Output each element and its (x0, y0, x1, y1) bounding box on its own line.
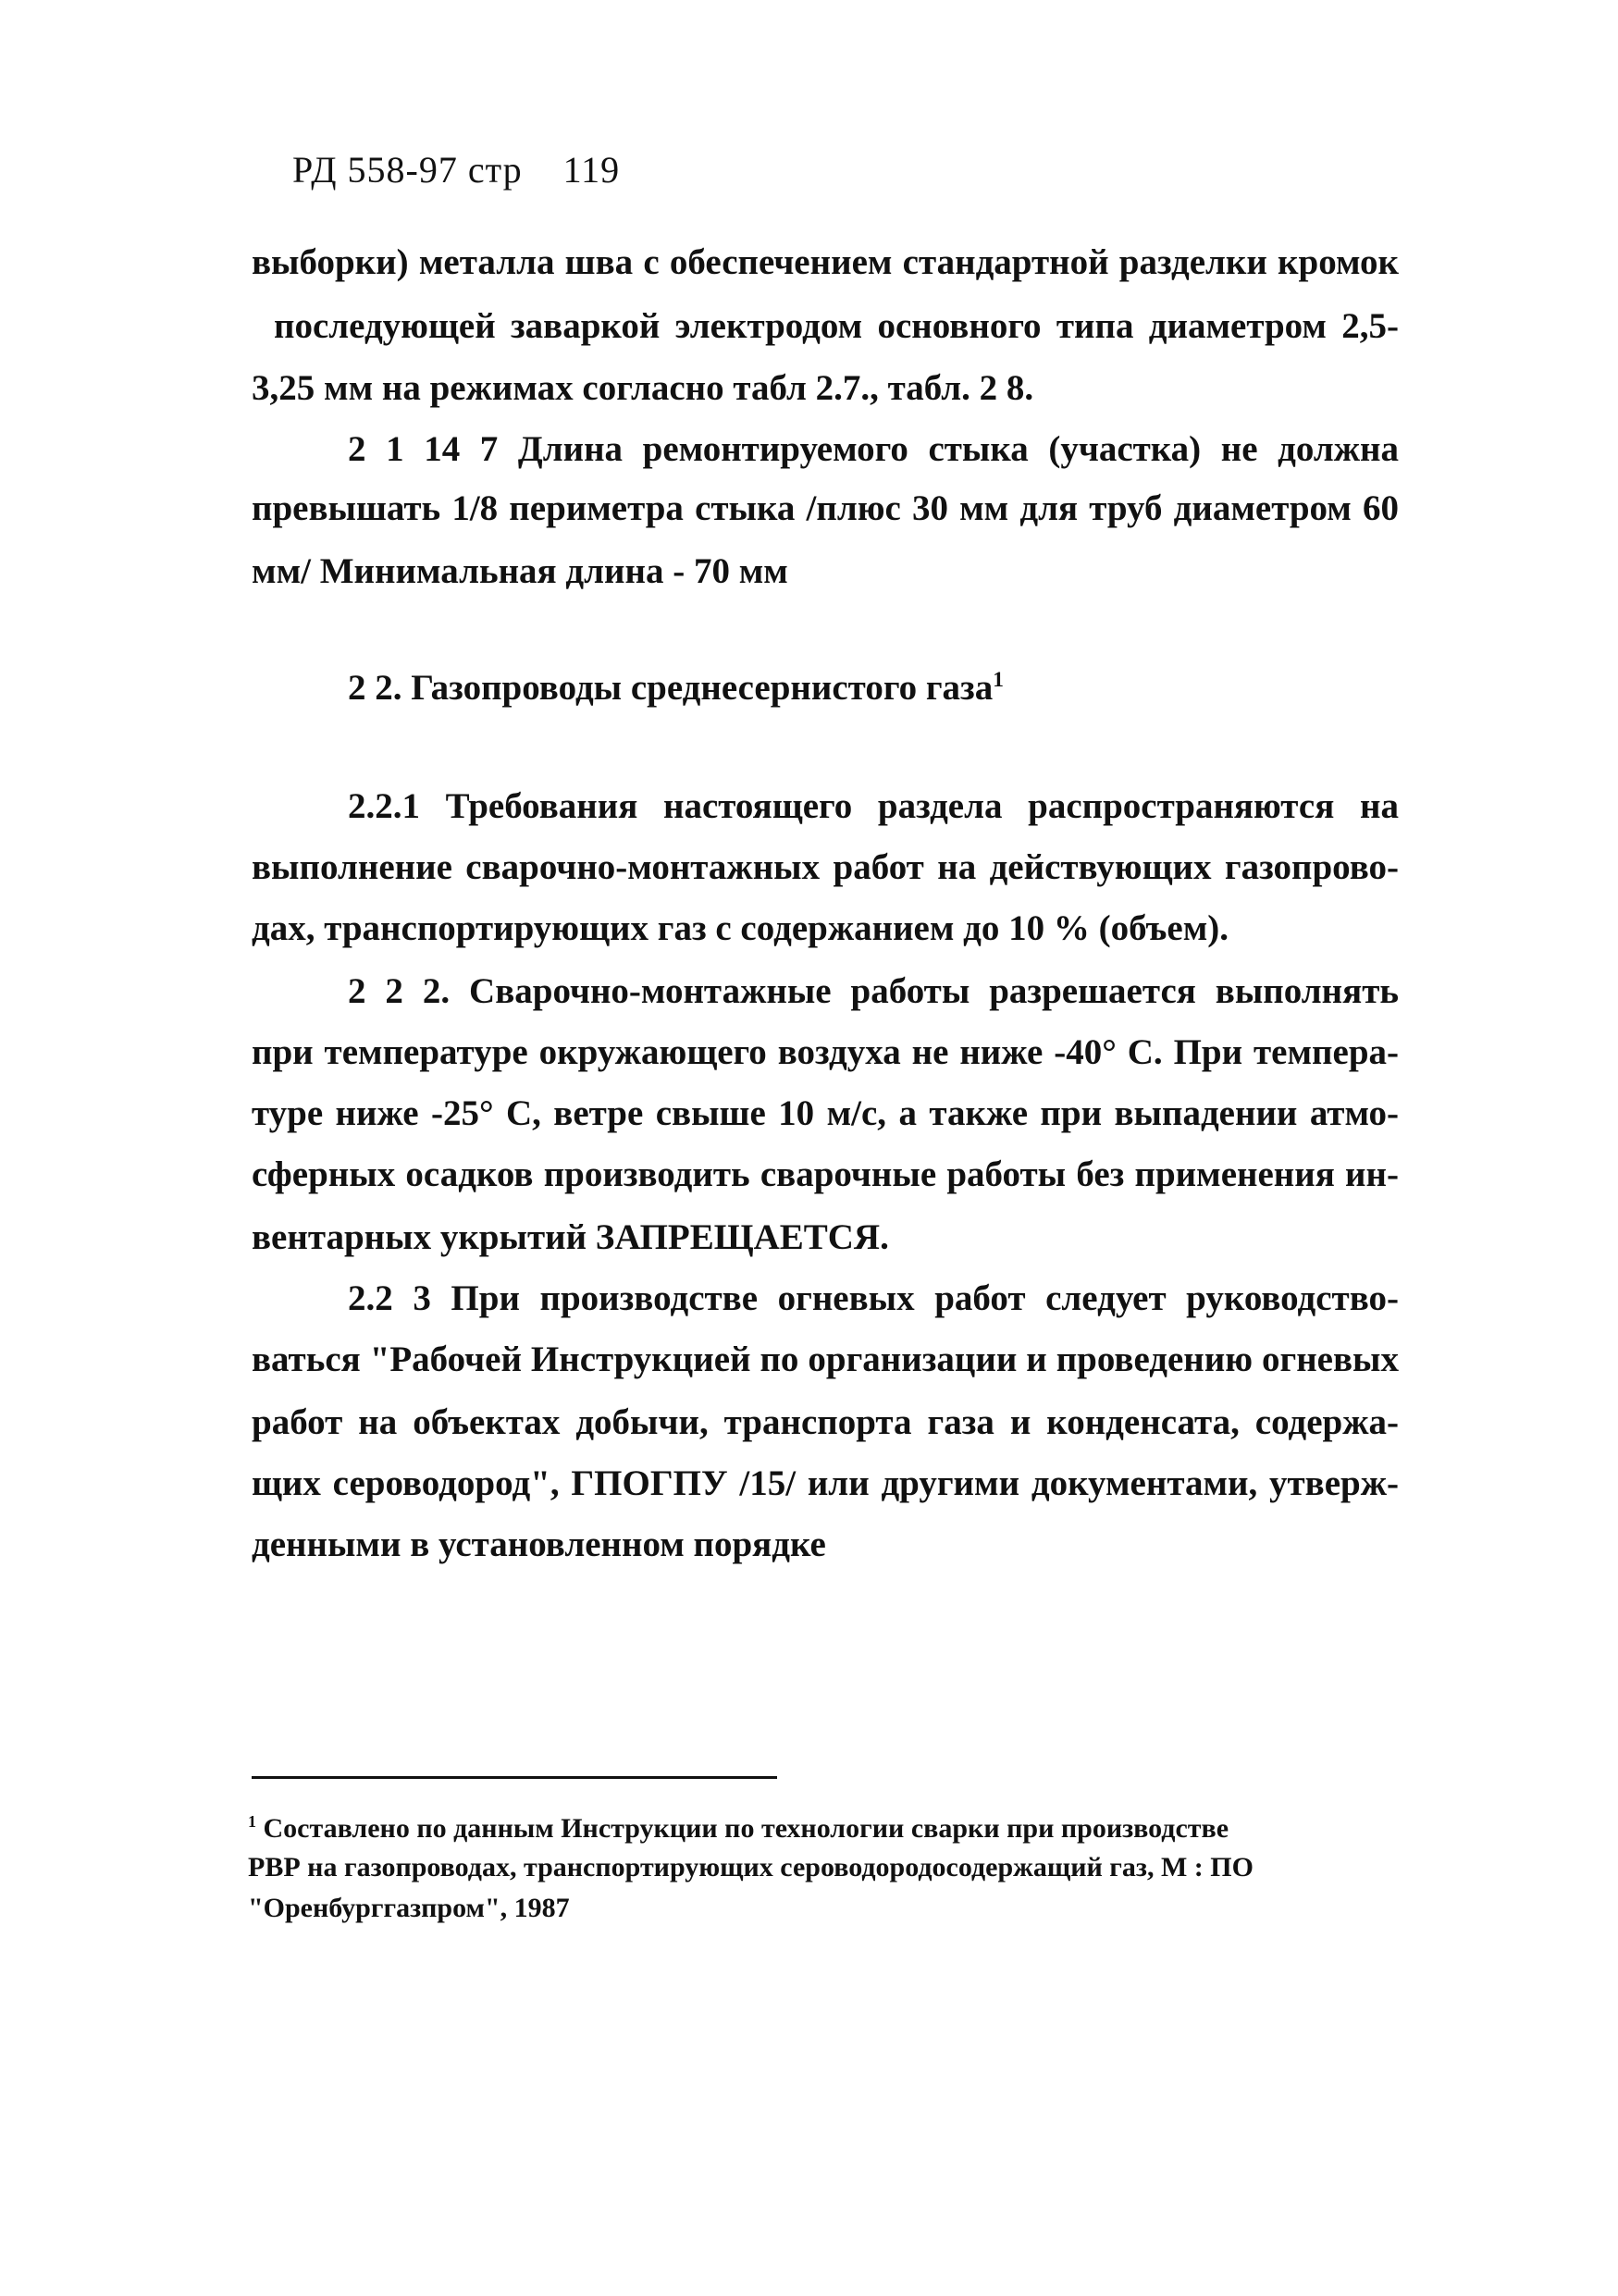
paragraph-2-2-2-line: вентарных укрытий ЗАПРЕЩАЕТСЯ. (252, 1217, 889, 1257)
page-header (292, 148, 620, 191)
footnote-line: "Оренбурггазпром", 1987 (248, 1893, 570, 1923)
paragraph-2-2-2-line: сферных осадков производить сварочные работы без применения ин- (252, 1154, 1399, 1194)
footnote-reference: 1 (993, 668, 1004, 692)
paragraph-2-2-3-line: 2.2 3 При производстве огневых работ следует руководство- (348, 1278, 1399, 1318)
text-line: 3,25 мм на режимах согласно табл 2.7., табл. 2 8. (252, 368, 1034, 408)
paragraph-2-2-3-line: щих сероводород", ГПОГПУ /15/ или другими документами, утверж- (252, 1463, 1399, 1503)
document-reference: РД 558-97 стр (292, 149, 523, 191)
text-line: мм/ Минимальная длина - 70 мм (252, 551, 788, 591)
section-title: 2 2. Газопроводы среднесернистого газа (348, 668, 994, 708)
text-line: последующей заваркой электродом основного типа диаметром 2,5- (274, 306, 1399, 346)
paragraph-2-2-1-line: выполнение сварочно-монтажных работ на действующих газопрово- (252, 847, 1399, 887)
page-number: 119 (562, 149, 621, 191)
footnote-mark: 1 (248, 1812, 256, 1831)
paragraph-2-2-2-line: 2 2 2. Сварочно-монтажные работы разрешается выполнять (348, 971, 1399, 1011)
paragraph-2-2-3-line: денными в установленном порядке (252, 1524, 826, 1564)
paragraph-2-2-1-line: 2.2.1 Требования настоящего раздела распространяются на (348, 786, 1399, 826)
footnote-divider (252, 1776, 777, 1779)
paragraph-2-2-3-line: работ на объектах добычи, транспорта газа и конденсата, содержа- (252, 1402, 1399, 1442)
paragraph-2-2-2-line: туре ниже -25° С, ветре свыше 10 м/с, а также при выпадении атмо- (252, 1093, 1399, 1133)
footnote-line: РВР на газопроводах, транспортирующих сероводородосодержащий газ, М : ПО (248, 1852, 1254, 1882)
text-line: выборки) металла шва с обеспечением стандартной разделки кромок (252, 242, 1399, 282)
paragraph-2-2-1-line: дах, транспортирующих газ с содержанием до 10 % (объем). (252, 908, 1229, 948)
text-line: превышать 1/8 периметра стыка /плюс 30 мм для труб диаметром 60 (252, 488, 1399, 528)
footnote-line: $^1$ Составлено по данным Инструкции по технологии сварки при производстве (248, 1812, 1229, 1844)
paragraph-2-2-3-line: ваться "Рабочей Инструкцией по организации и проведению огневых (252, 1339, 1399, 1379)
section-heading (348, 670, 1004, 706)
text-line: 2 1 14 7 Длина ремонтируемого стыка (участка) не должна (348, 429, 1399, 469)
paragraph-2-2-2-line: при температуре окружающего воздуха не ниже -40° С. При темпера- (252, 1032, 1399, 1072)
